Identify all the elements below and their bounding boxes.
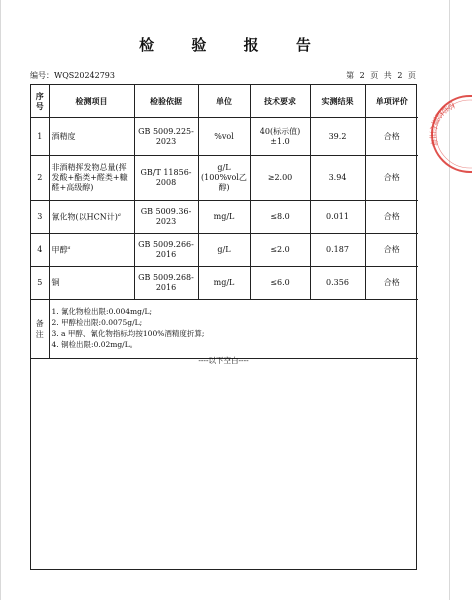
cell-standard: GB 5009.266-2016 [134,234,198,267]
table-row [31,267,418,300]
cell-unit: g/L [198,234,250,267]
footnote-marker: a [117,211,121,218]
cell-item: 非酒精挥发物总量(挥发酸+酯类+醛类+糠醛+高级醇) [49,156,134,201]
cell-item: 甲醇 [51,245,68,255]
page-indicator: 第 2 页 共 2 页 [346,71,416,80]
cell-item-wrap [49,201,134,234]
cell-unit: mg/L [198,267,250,300]
cell-standard: GB 5009.225-2023 [134,118,198,156]
cell-unit: g/L (100%vol乙醇) [198,156,250,201]
end-of-content-mark: ----以下空白---- [198,356,249,365]
cell-no: 1 [31,118,49,156]
cell-no: 4 [31,234,49,267]
page-edge-right [449,0,450,600]
table-header-row [31,85,418,118]
report-title: 检 验 报 告 [139,36,327,54]
header-item: 检测项目 [49,85,134,118]
cell-result: 0.356 [310,267,365,300]
cell-item: 氰化物(以HCN计) [51,212,118,222]
cell-requirement: ≤2.0 [250,234,310,267]
report-table-frame [30,84,417,570]
header-standard: 检验依据 [134,85,198,118]
table-row [31,201,418,234]
results-table [31,85,418,359]
report-number: 编号：WQS20242793 [30,71,115,80]
note-line: 1. 氰化物检出限:0.004mg/L; [51,307,152,317]
cell-evaluation: 合格 [365,118,418,156]
cell-item-wrap [49,234,134,267]
cell-item: 酒精度 [49,118,134,156]
cell-standard: GB 5009.36-2023 [134,201,198,234]
cell-no: 5 [31,267,49,300]
cell-evaluation: 合格 [365,234,418,267]
cell-evaluation: 合格 [365,267,418,300]
table-row [31,118,418,156]
seal-stamp [412,92,472,176]
footnote-marker: a [67,244,71,251]
table-row [31,156,418,201]
cell-standard: GB/T 11856-2008 [134,156,198,201]
table-row [31,234,418,267]
note-line: 3. a 甲醇、氰化物指标均按100%酒精度折算; [51,329,205,338]
header-no: 序号 [31,85,49,118]
note-line: 4. 铜检出限:0.02mg/L。 [51,339,138,349]
notes-content [49,300,418,359]
cell-requirement: 40(标示值)±1.0 [250,118,310,156]
cell-standard: GB 5009.268-2016 [134,267,198,300]
cell-item: 铜 [49,267,134,300]
cell-result: 39.2 [310,118,365,156]
cell-result: 0.187 [310,234,365,267]
cell-no: 3 [31,201,49,234]
cell-unit: mg/L [198,201,250,234]
cell-unit: %vol [198,118,250,156]
notes-label: 备 注 [31,300,49,359]
page-edge-left [0,0,1,600]
header-result: 实测结果 [310,85,365,118]
cell-evaluation: 合格 [365,201,418,234]
cell-result: 0.011 [310,201,365,234]
cell-result: 3.94 [310,156,365,201]
header-requirement: 技术要求 [250,85,310,118]
cell-evaluation: 合格 [365,156,418,201]
header-unit: 单位 [198,85,250,118]
cell-requirement: ≥2.00 [250,156,310,201]
svg-text:检验检测专用章: 检验检测专用章 [427,99,457,148]
header-evaluation: 单项评价 [365,85,418,118]
note-line: 2. 甲醇检出限:0.0075g/L; [51,318,143,328]
cell-requirement: ≤8.0 [250,201,310,234]
cell-no: 2 [31,156,49,201]
cell-requirement: ≤6.0 [250,267,310,300]
notes-row [31,300,418,359]
